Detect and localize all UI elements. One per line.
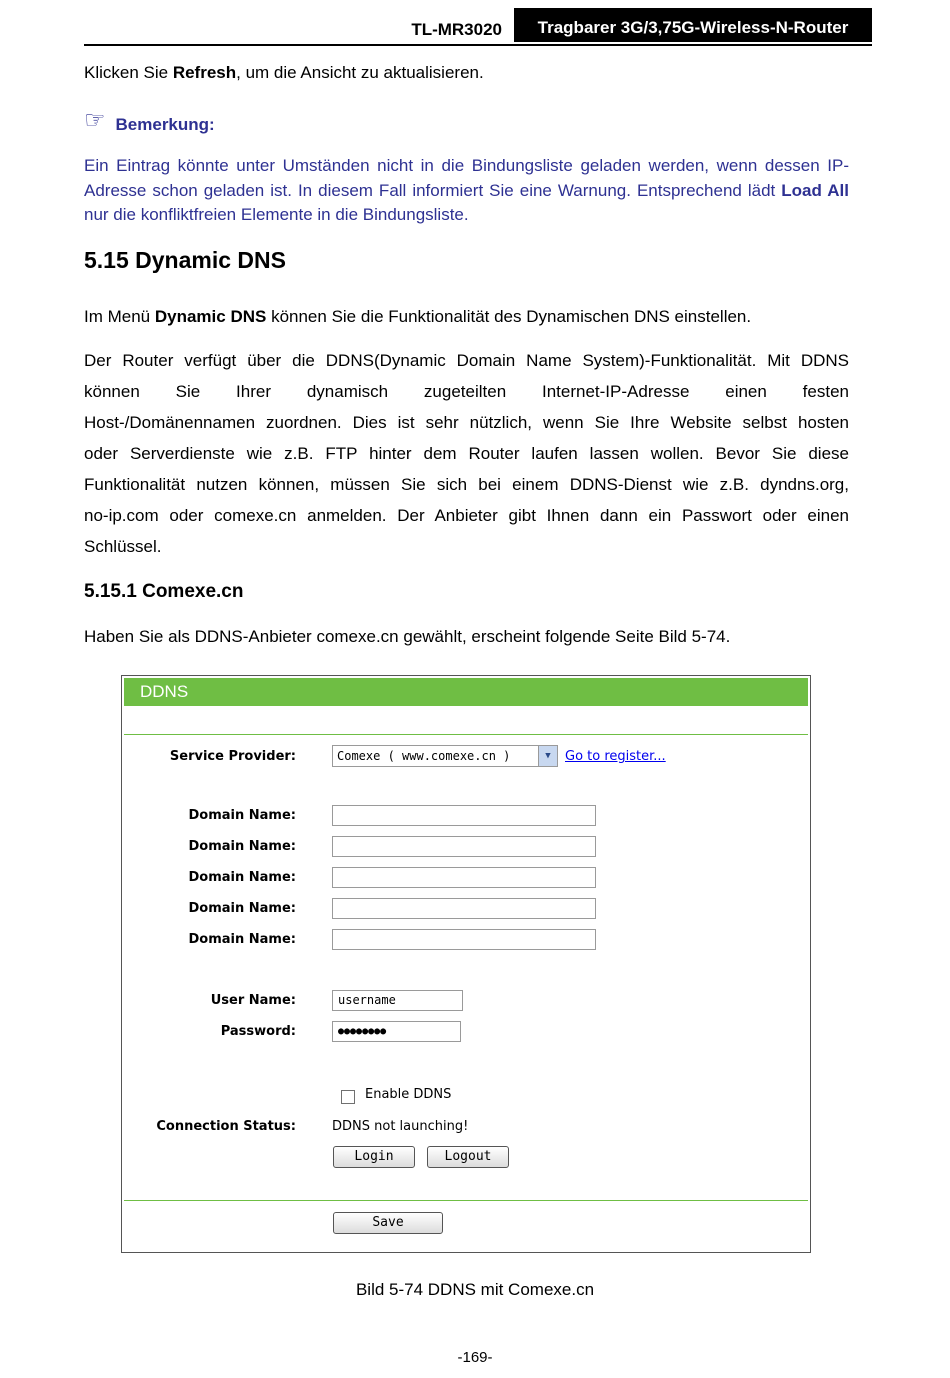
domain-name-input[interactable] [332,898,596,919]
note-text-pre: Ein Eintrag könnte unter Umständen nicht in die Bindungsliste geladen werden, wenn dessen IP-Adresse schon geladen ist. In diesem Fall informiert Sie eine Warnung. Entsprechend lädt [84,156,849,200]
domain-name-input[interactable] [332,867,596,888]
section-heading: 5.15 Dynamic DNS [84,247,286,273]
header-product: Tragbarer 3G/3,75G-Wireless-N-Router [514,8,872,42]
note-heading-text: Bemerkung: [115,115,215,134]
enable-ddns-label: Enable DDNS [365,1087,452,1102]
description-line: oder Serverdienste wie z.B. FTP hinter dem Router laufen lassen wollen. Bevor Sie diese [84,444,849,463]
connection-status-value: DDNS not launching! [332,1119,469,1134]
intro-text-post: , um die Ansicht zu aktualisieren. [236,63,484,82]
domain-name-input[interactable] [332,929,596,950]
menu-bold: Dynamic DNS [154,307,267,326]
password-label: Password: [220,1024,296,1039]
domain-name-label: Domain Name: [188,839,296,854]
menu-text-post: können Sie die Funktionalität des Dynamischen DNS einstellen. [266,307,752,326]
intro-text-pre: Klicken Sie [84,63,173,82]
service-provider-label: Service Provider: [169,749,296,764]
logout-button[interactable]: Logout [427,1146,509,1168]
header-model: TL-MR3020 [411,20,502,39]
password-input[interactable]: ●●●●●●●● [332,1021,461,1042]
domain-name-input[interactable] [332,805,596,826]
divider [124,734,808,735]
domain-name-label: Domain Name: [188,808,296,823]
menu-paragraph [84,305,849,329]
description-line: Schlüssel. [84,537,162,556]
ddns-screenshot [121,675,811,1253]
divider [124,1200,808,1201]
connection-status-label: Connection Status: [156,1119,296,1134]
domain-name-input[interactable] [332,836,596,857]
ddns-title-bar: DDNS [124,678,808,706]
menu-text-pre: Im Menü [84,307,155,326]
domain-name-label: Domain Name: [188,932,296,947]
pointing-hand-icon: ☞ [84,107,106,134]
user-name-label: User Name: [210,993,296,1008]
subsection-text: Haben Sie als DDNS-Anbieter comexe.cn gewählt, erscheint folgende Seite Bild 5-74. [84,627,731,646]
page-header [84,8,872,46]
user-name-input[interactable]: username [332,990,463,1011]
domain-name-label: Domain Name: [188,901,296,916]
subsection-heading: 5.15.1 Comexe.cn [84,581,244,602]
enable-ddns-checkbox[interactable] [341,1090,355,1104]
description-line: Der Router verfügt über die DDNS(Dynamic Domain Name System)-Funktionalität. Mit DDNS [84,351,849,370]
save-button[interactable]: Save [333,1212,443,1234]
description-line: Funktionalität nutzen können, müssen Sie sich bei einem DDNS-Dienst wie z.B. dyndns.org, [84,475,849,494]
intro-bold: Refresh [172,63,237,82]
figure-caption: Bild 5-74 DDNS mit Comexe.cn [355,1280,595,1299]
description-line: Host-/Domänennamen zuordnen. Dies ist sehr nützlich, wenn Sie Ihre Website selbst hosten [84,413,849,432]
note-text-post: nur die konfliktfreien Elemente in die Bindungsliste. [84,205,469,224]
intro-paragraph [84,61,849,85]
domain-name-label: Domain Name: [188,870,296,885]
description-line: können Sie Ihrer dynamisch zugeteilten Internet-IP-Adresse einen festen [84,382,849,401]
note-text [84,154,849,228]
page-number: -169- [457,1349,493,1366]
chevron-down-icon[interactable]: ▼ [538,746,557,766]
ddns-description [84,345,849,562]
note-bold: Load All [781,180,849,200]
description-line: no-ip.com oder comexe.cn anmelden. Der Anbieter gibt Ihnen dann ein Passwort oder einen [84,506,849,525]
login-button[interactable]: Login [333,1146,415,1168]
register-link[interactable]: Go to register... [565,749,666,764]
service-provider-select[interactable] [332,745,558,767]
note-heading [84,108,215,137]
service-provider-value: Comexe ( www.comexe.cn ) [337,749,511,763]
